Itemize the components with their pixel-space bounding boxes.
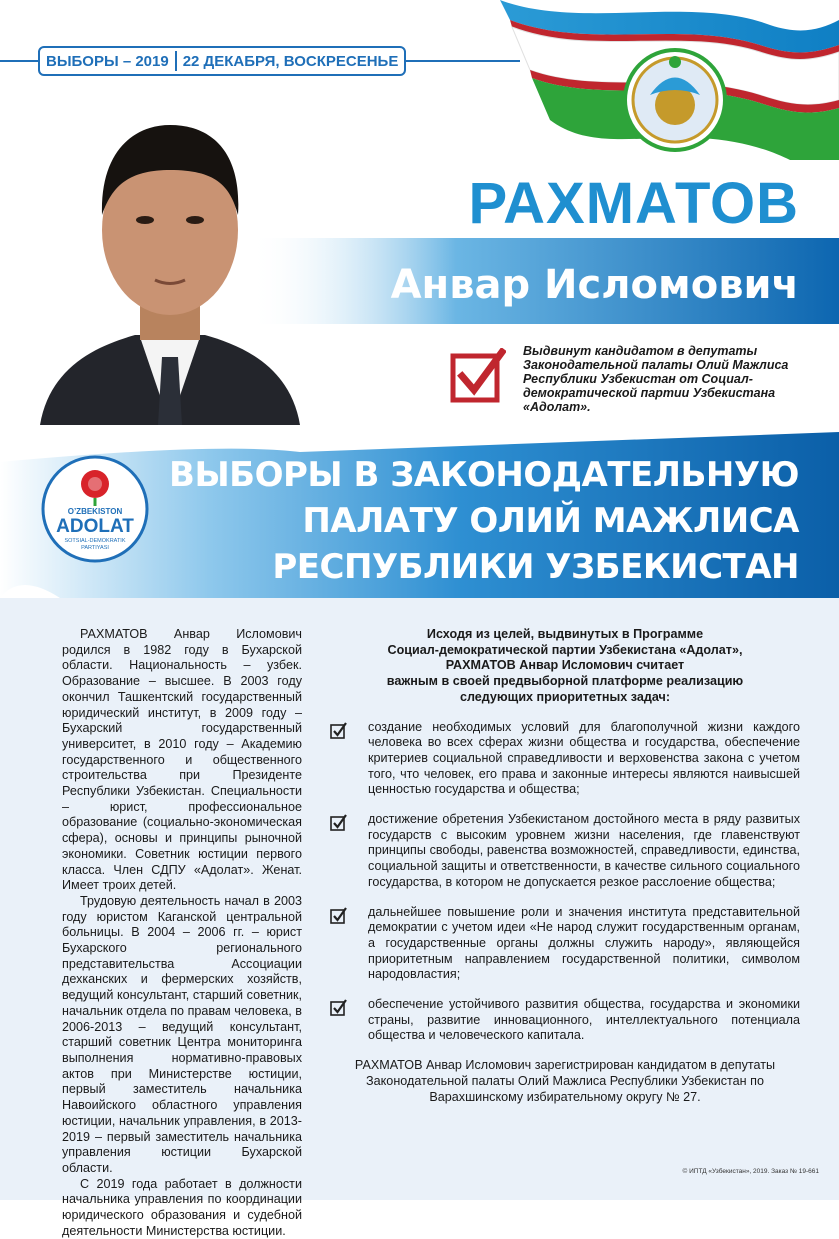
biography-paragraph: РАХМАТОВ Анвар Исломович родился в 1982 году в Бухарской области. Национальность – узбек. Образование – высшее. В 2003 году окончил Ташкентский государственный юридический институт, в 2009 году – Бухарский государственный университет, в 2010 году – Академию государственного и общественного строительства при Президенте Республики Узбекистан. Специальности – юрист, профессиональное образование (социально-экономическая сфера), основы и принципы рыночной экономики. Советник юстиции первого класса. Член СДПУ «Адолат». Женат. Имеет троих детей. <box>62 627 302 893</box>
program-intro-line: следующих приоритетных задач: <box>459 689 671 704</box>
election-title-line: РЕСПУБЛИКИ УЗБЕКИСТАН <box>272 547 799 587</box>
election-title <box>169 452 799 590</box>
checkbox-checked-icon <box>330 722 348 740</box>
election-title-line: ВЫБОРЫ В ЗАКОНОДАТЕЛЬНУЮ <box>169 455 799 495</box>
checkbox-checked-icon <box>330 814 348 832</box>
uzbekistan-flag-emblem <box>490 0 839 160</box>
copyright-note: © ИПТД «Узбекистан», 2019. Заказ № 19-661 <box>682 1168 819 1175</box>
adolat-party-logo <box>40 454 150 564</box>
program-item-text: создание необходимых условий для благополучной жизни каждого человека во всех сферах жизни общества и государства, обеспечение критериев социальной справедливости и верховенства закона с учетом того, что человек, его права и законные интересы являются наивысшей ценностью государства и общества; <box>368 719 800 797</box>
program-item <box>330 812 800 891</box>
logo-bottom-text: PARTIYASI <box>81 545 109 551</box>
election-date-label: 22 ДЕКАБРЯ, ВОСКРЕСЕНЬЕ <box>182 52 399 70</box>
election-date-badge <box>38 46 406 76</box>
checkbox-checked-icon <box>330 999 348 1017</box>
program-column <box>330 627 800 1105</box>
program-item-text: достижение обретения Узбекистаном достойного места в ряду развитых государств с высоким уровнем жизни населения, где главенствуют принципы свободы, равенства возможностей, справедливости, единства, социальной защиты и ответственности, в качестве сильного социального государства, в котором не допускается резкое расслоение общества; <box>368 812 800 889</box>
program-item <box>330 997 800 1044</box>
program-item-text: дальнейшее повышение роли и значения института представительной демократии с учетом идеи «Не народ служит государственным органам, а государственные органы должны служить народу», являющейся приоритетным направлением государственной политики, символом народовластия; <box>368 904 800 982</box>
program-item-text: обеспечение устойчивого развития общества, государства и экономики страны, развитие инновационного, интеллектуального потенциала общества и человеческого капитала. <box>368 997 800 1043</box>
program-intro-line: РАХМАТОВ Анвар Исломович считает <box>445 658 685 673</box>
election-year-label: ВЫБОРЫ – 2019 <box>46 52 169 70</box>
program-intro-line: Социал-демократической партии Узбекистана «Адолат», <box>387 642 743 657</box>
checkbox-checked-icon <box>330 907 348 925</box>
nomination-checkmark-icon <box>450 348 506 404</box>
biography-paragraph: Трудовую деятельность начал в 2003 году юристом Каганской центральной больницы. В 2004 – 2006 гг. – юрист Бухарского регионального представительства Ассоциации дехканских и фермерских хозяйств, ведущий консультант, старший советник, начальник отдела по правам человека, в 2006-2013 – ведущий консультант, старший советник Центра мониторинга выполнения нормативно-правовых актов при Министерстве юстиции, первый заместитель начальника Навоийского областного управления юстиции, начальник управления, в 2013-2019 – первый заместитель начальника управления юстиции Бухарской области. <box>62 893 302 1175</box>
program-intro-line: Исходя из целей, выдвинутых в Программе <box>426 627 704 641</box>
candidate-name: Анвар Исломович <box>390 262 799 308</box>
badge-divider <box>175 51 177 71</box>
election-title-line: ПАЛАТУ ОЛИЙ МАЖЛИСА <box>302 501 799 541</box>
program-intro-line: важным в своей предвыборной платформе реализацию <box>386 674 744 689</box>
biography-column <box>62 627 302 1239</box>
program-item <box>330 905 800 984</box>
biography-paragraph: С 2019 года работает в должности начальника управления по координации юридического образования и судебной деятельности Министерства юстиции. <box>62 1176 302 1238</box>
program-intro <box>330 627 800 706</box>
logo-bottom-text: SOTSIAL-DEMOKRATIK <box>64 538 126 544</box>
logo-party-name: ADOLAT <box>56 516 134 537</box>
nomination-text: Выдвинут кандидатом в депутаты Законодательной палаты Олий Мажлиса Республики Узбекистан от Социал-демократической партии Узбекистана «Адолат». <box>523 344 789 414</box>
program-item <box>330 720 800 799</box>
logo-top-text: O’ZBEKISTON <box>67 507 123 516</box>
registration-text: РАХМАТОВ Анвар Исломович зарегистрирован кандидатом в депутаты Законодательной палаты Олий Мажлиса Республики Узбекистан по Варахшинскому избирательному округу № 27. <box>354 1058 776 1104</box>
candidate-surname: РАХМАТОВ <box>468 171 799 236</box>
